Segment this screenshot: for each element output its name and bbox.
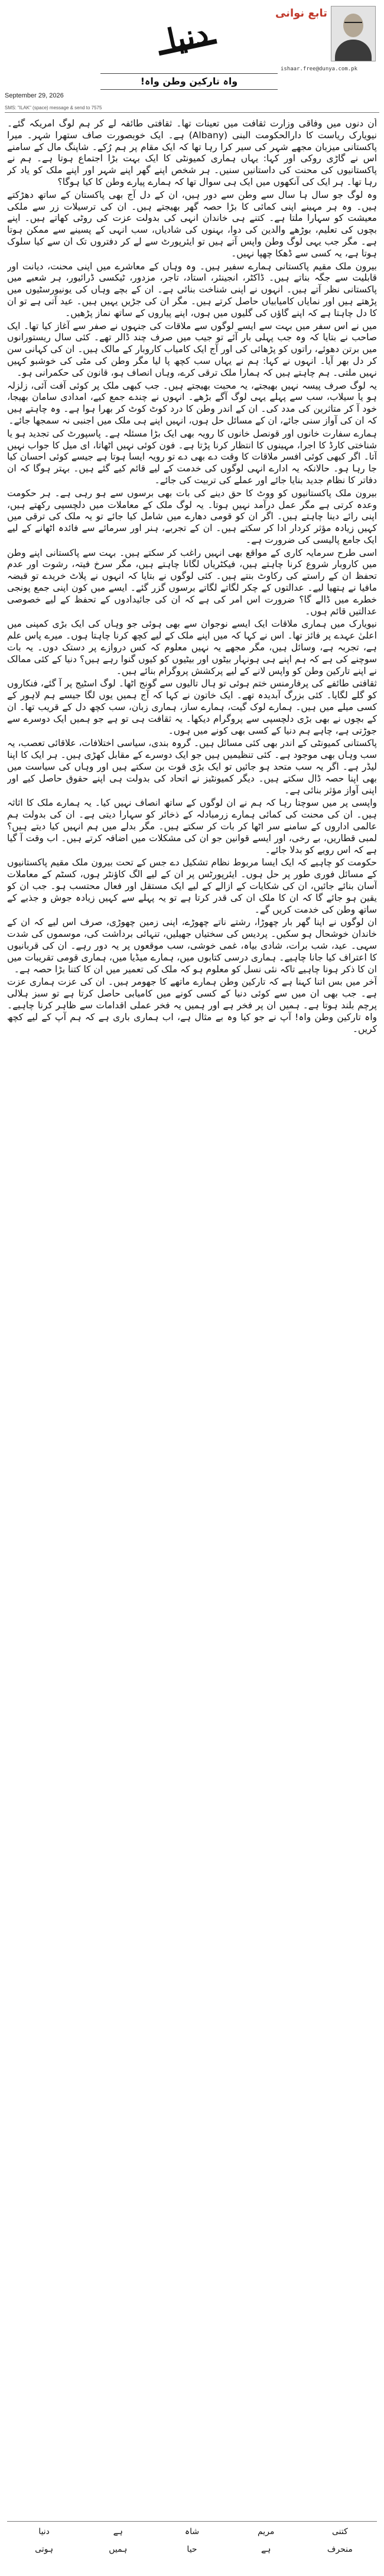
article-paragraph: ان لوگوں نے اپنا گھر بار چھوڑا، رشتے ناتے چھوڑے، اپنی زمین چھوڑی، صرف اس لیے کہ ان کے خاندان خوشحال ہو سکیں۔ پردیس کی سختیاں جھیلیں، تنہائی برداشت کی، موسموں کی شدت سہی۔ عید، شب برات، شادی بیاہ، غمی خوشی، سب موقعوں پر یہ دور رہے۔ ان کی قربانیوں کا اعتراف کیا جانا چاہیے۔ ہماری درسی کتابوں میں، ہمارے میڈیا میں، ہماری قومی تقریبات میں ان کا ذکر ہونا چاہیے تاکہ نئی نسل کو معلوم ہو کہ ملک کی تعمیر میں ان کا کتنا بڑا حصہ ہے۔: [7, 917, 377, 975]
footer-divider: [7, 2521, 377, 2522]
newspaper-logo: [155, 2, 221, 69]
article-paragraph: بیرون ملک پاکستانیوں کو ووٹ کا حق دینے کی بات بھی برسوں سے ہو رہی ہے۔ ہر حکومت وعدہ کرتی ہے مگر عمل درآمد نہیں ہوتا۔ یہ لوگ ملک کے معاملات میں دلچسپی رکھتے ہیں، اپنی رائے دینا چاہتے ہیں۔ اگر ان کو قومی دھارے میں شامل کیا جائے تو یہ ملک کی ترقی میں کہیں زیادہ مؤثر کردار ادا کر سکتے ہیں۔ ان کے تجربے، ہنر اور سرمائے سے فائدہ اٹھانے کے لیے ایک جامع پالیسی کی ضرورت ہے۔: [7, 487, 377, 545]
footer-word: دنیا: [38, 2527, 50, 2536]
header-divider: [5, 112, 379, 113]
footer-word: ہمیں: [109, 2545, 128, 2554]
date-bar: [5, 92, 380, 110]
article-paragraph: ثقافتی طائفے کی پرفارمنس ختم ہوئی تو ہال تالیوں سے گونج اٹھا۔ لوگ اسٹیج پر آ گئے، فنکاروں کو گلے لگایا۔ کئی بزرگ آبدیدہ تھے۔ ایک خاتون نے کہا کہ آج ہمیں یوں لگا جیسے ہم لاہور کے کسی میلے میں ہیں۔ ہمارے لوک گیت، ہمارے ساز، ہماری زبان، سب کچھ دل کے قریب تھا۔ ان کے بچوں نے بھی بڑی دلچسپی سے پروگرام دیکھا۔ یہ ثقافت ہی تو ہے جو ہمیں ایک دوسرے سے جوڑتی ہے، چاہے ہم دنیا کے کسی بھی کونے میں ہوں۔: [7, 678, 377, 736]
publish-date: September 29, 2026: [5, 92, 64, 99]
article-paragraph: ہمارے سفارت خانوں اور قونصل خانوں کا رویہ بھی ایک بڑا مسئلہ ہے۔ پاسپورٹ کی تجدید ہو یا شناختی کارڈ کا اجرا، مہینوں کا انتظار کرنا پڑتا ہے۔ فون کوئی نہیں اٹھاتا، ای میل کا جواب نہیں آتا۔ اگر کبھی کوئی افسر ملاقات کا وقت دے بھی دے تو رویہ ایسا ہوتا ہے جیسے کوئی احسان کیا جا رہا ہو۔ حالانکہ یہ ادارے انہی لوگوں کی خدمت کے لیے قائم کیے گئے ہیں۔ بہتر ہوگا کہ ان دفاتر کا نظام جدید بنایا جائے اور عملے کی تربیت کی جائے۔: [7, 428, 377, 486]
footer-word: منحرف: [327, 2545, 353, 2554]
column-title: واہ تارکین وطن واہ!: [100, 73, 278, 90]
sms-note: SMS: "ILAK" (space) message & send to 7575: [5, 105, 102, 110]
article-paragraph: پاکستانی کمیونٹی کے اندر بھی کئی مسائل ہیں۔ گروہ بندی، سیاسی اختلافات، علاقائی تعصب، یہ سب وہاں بھی موجود ہے۔ کئی تنظیمیں ہیں جو ایک دوسرے کے مقابل کھڑی ہیں۔ ہر ایک کا اپنا لیڈر ہے۔ اگر یہ سب متحد ہو جائیں تو ایک بڑی قوت بن سکتے ہیں اور وہاں کی سیاست میں بھی اپنا حصہ ڈال سکتے ہیں۔ دیگر کمیونٹیز نے اتحاد کی بدولت ہی اپنے حقوق حاصل کیے اور اپنی آواز مؤثر بنائی ہے۔: [7, 738, 377, 796]
article-paragraph: اُن دنوں میں وفاقی وزارت ثقافت میں تعینات تھا۔ ثقافتی طائفہ لے کر ہم لوگ امریکہ گئے۔ نیویارک ریاست کا دارالحکومت البنی (Albany) ہے۔ ایک خوبصورت صاف ستھرا شہر۔ میرا پاکستانی میزبان مجھے شہر کی سیر کرا رہا تھا کہ ایک مقام پر ہم رُکے۔ شاپنگ مال کے سامنے اس نے گاڑی روکی اور کہا: یہاں ہماری کمیونٹی کا ایک بہت بڑا اجتماع ہوتا ہے۔ ہم نے پاکستانیوں کی محنت کی داستانیں سنیں۔ ہر شخص اپنے گھر اپنے شہر اور اپنے ملک کو یاد کر رہا تھا۔ ہر ایک کی آنکھوں میں ایک ہی سوال تھا کہ ہمارے پیارے وطن کا کیا ہوگا؟: [7, 118, 377, 187]
author-photo-shoulders: [335, 40, 372, 61]
article-paragraph: میں نے اس سفر میں بہت سے ایسے لوگوں سے ملاقات کی جنہوں نے صفر سے آغاز کیا تھا۔ ایک صاحب نے بتایا کہ وہ جب پہلی بار آئے تو جیب میں صرف چند ڈالر تھے۔ کئی سال ریستورانوں میں برتن دھوئے، راتوں کو پڑھائی کی اور آج ایک کامیاب کاروبار کے مالک ہیں۔ ان کی کہانی سن کر دل بھر آیا۔ انہوں نے کہا: ہم نے یہاں سب کچھ پا لیا مگر وطن کی مٹی کی خوشبو کہیں نہیں ملتی۔ ہم چاہتے ہیں کہ ہمارا ملک ترقی کرے، وہاں انصاف ہو، قانون کی حکمرانی ہو۔: [7, 320, 377, 378]
author-photo: [331, 6, 376, 61]
article-paragraph: وہ لوگ جو سال ہا سال سے وطن سے دور ہیں، ان کے دل آج بھی پاکستان کے ساتھ دھڑکتے ہیں۔ وہ ہر مہینے اپنی کمائی کا بڑا حصہ گھر بھیجتے ہیں۔ ان کی ترسیلات زر سے ملکی معیشت کو سہارا ملتا ہے۔ کتنے ہی خاندان انہی کی بدولت عزت کی روٹی کھاتے ہیں۔ اپنے بچوں کی تعلیم، بوڑھے والدین کی دوا، بہنوں کی شادیاں، سب انہی کے پسینے سے ممکن ہوتا ہے۔ مگر جب یہی لوگ وطن واپس آتے ہیں تو ایئرپورٹ سے لے کر دفتروں تک ان سے کیا سلوک ہوتا ہے، یہ کسی سے ڈھکا چھپا نہیں۔: [7, 189, 377, 259]
article-paragraph: واپسی پر میں سوچتا رہا کہ ہم نے ان لوگوں کے ساتھ انصاف نہیں کیا۔ یہ ہمارے ملک کا اثاثہ ہیں۔ ان کی محنت کی کمائی ہمارے زرمبادلہ کے ذخائر کو سہارا دیتی ہے۔ ان کی بدولت ہم عالمی اداروں کے سامنے سر اٹھا کر بات کر سکتے ہیں۔ مگر بدلے میں ہم انہیں کیا دیتے ہیں؟ لمبی قطاریں، بے رخی، اور ایسے قوانین جو ان کی مشکلات میں اضافہ کرتے ہیں۔ اب وقت آ گیا ہے کہ اس رویے کو بدلا جائے۔: [7, 797, 377, 855]
article-body: [7, 118, 377, 2510]
footer-word: ہے: [113, 2527, 123, 2536]
logo-text: دنیا: [164, 15, 212, 59]
footer-word-grid: [7, 2527, 377, 2565]
author-email: ishaar.free@dunya.com.pk: [280, 66, 358, 72]
article-paragraph: حکومت کو چاہیے کہ ایک ایسا مربوط نظام تشکیل دے جس کے تحت بیرون ملک مقیم پاکستانیوں کے مسائل فوری طور پر حل ہوں۔ ایئرپورٹس پر ان کے لیے الگ کاؤنٹر ہوں، کسٹم کے معاملات آسان بنائے جائیں، ان کی شکایات کے ازالے کے لیے ایک مستقل اور فعال محتسب ہو۔ جب ان کو یقین ہو جائے گا کہ ان کا ملک ان کی قدر کرتا ہے تو یہ پہلے سے کہیں زیادہ جوش و جذبے کے ساتھ وطن کی خدمت کریں گے۔: [7, 857, 377, 915]
article-paragraph: یہ لوگ صرف پیسہ نہیں بھیجتے، یہ محبت بھیجتے ہیں۔ جب کبھی ملک پر کوئی آفت آئی، زلزلہ ہو یا سیلاب، سب سے پہلے یہی لوگ آگے بڑھے۔ انہوں نے چندے جمع کیے، امدادی سامان بھیجا، خود آ کر متاثرین کی مدد کی۔ ان کے اندر وطن کا درد کوٹ کوٹ کر بھرا ہوا ہے۔ وہ چاہتے ہیں کہ ان کی آواز سنی جائے، ان کے مسائل حل ہوں، انہیں اپنے ہی ملک میں اجنبی نہ سمجھا جائے۔: [7, 380, 377, 426]
footer-word: حیا: [187, 2545, 197, 2554]
footer-puzzle: [7, 2521, 377, 2568]
article-paragraph: نیویارک میں ہماری ملاقات ایک ایسے نوجوان سے بھی ہوئی جو وہاں کی ایک بڑی کمپنی میں اعلیٰ عہدے پر فائز تھا۔ اس نے کہا کہ میں اپنے ملک کے لیے کچھ کرنا چاہتا ہوں۔ میرے پاس علم ہے، تجربہ ہے، وسائل ہیں، مگر مجھے یہ نہیں معلوم کہ کس دروازے پر دستک دوں۔ یہ بات سوچنے کی ہے کہ ہم اپنے ہی ہونہار بیٹوں اور بیٹیوں کو کیوں گنوا رہے ہیں؟ دنیا کے کئی ممالک نے اپنے تارکین وطن کو واپس لانے کے لیے پرکشش پروگرام بنائے ہیں۔: [7, 618, 377, 676]
footer-word: کتنی: [332, 2527, 348, 2536]
article-paragraph: آخر میں بس اتنا کہنا ہے کہ تارکین وطن ہمارے ماتھے کا جھومر ہیں۔ ان کی عزت ہماری عزت ہے۔ جب بھی ان میں سے کوئی دنیا کے کسی کونے میں کامیابی حاصل کرتا ہے تو سبز ہلالی پرچم بلند ہوتا ہے۔ ہمیں ان پر فخر ہے اور ہمیں یہ فخر عملی اقدامات سے ظاہر کرنا چاہیے۔ واہ تارکین وطن واہ! آپ نے جو کیا وہ بے مثال ہے، اب ہماری باری ہے کہ ہم آپ کے لیے کچھ کریں۔: [7, 976, 377, 1034]
footer-word: مریم: [257, 2527, 275, 2536]
footer-word: شاہ: [184, 2527, 200, 2536]
footer-word: ہوتی: [35, 2545, 54, 2554]
author-name: تابع نوانی: [275, 7, 327, 19]
article-paragraph: اسی طرح سرمایہ کاری کے مواقع بھی انہیں راغب کر سکتے ہیں۔ بہت سے پاکستانی اپنے وطن میں کاروبار شروع کرنا چاہتے ہیں، فیکٹریاں لگانا چاہتے ہیں، مگر سرخ فیتہ، رشوت اور عدم تحفظ ان کے راستے کی رکاوٹ بنتے ہیں۔ کئی لوگوں نے بتایا کہ انہوں نے پلاٹ خریدے تو قبضہ مافیا نے ہتھیا لیے۔ عدالتوں کے چکر لگاتے لگاتے برسوں گزر گئے۔ ایسے میں کون اپنی جمع پونجی خطرے میں ڈالے گا؟ ضرورت اس امر کی ہے کہ ان کی جائیدادوں کے تحفظ کے لیے خصوصی عدالتیں قائم ہوں۔: [7, 547, 377, 617]
author-photo-glasses: [344, 22, 362, 27]
footer-word: ہے: [261, 2545, 271, 2554]
article-paragraph: بیرون ملک مقیم پاکستانی ہمارے سفیر ہیں۔ وہ وہاں کے معاشرے میں اپنی محنت، دیانت اور قابلیت سے جگہ بناتے ہیں۔ ڈاکٹر، انجینئر، استاد، تاجر، مزدور، ٹیکسی ڈرائیور، ہر شعبے میں پاکستانی نظر آتے ہیں۔ انہوں نے اپنی شناخت بنائی ہے۔ ان کے بچے وہاں کی یونیورسٹیوں میں پڑھتے ہیں اور نمایاں کامیابیاں حاصل کرتے ہیں۔ مگر ان کی جڑیں یہیں ہیں۔ عید آتی ہے تو ان کا دل چاہتا ہے کہ اپنے گاؤں کی گلیوں میں ہوں، اپنے پیاروں کے ساتھ نماز پڑھیں۔: [7, 260, 377, 318]
